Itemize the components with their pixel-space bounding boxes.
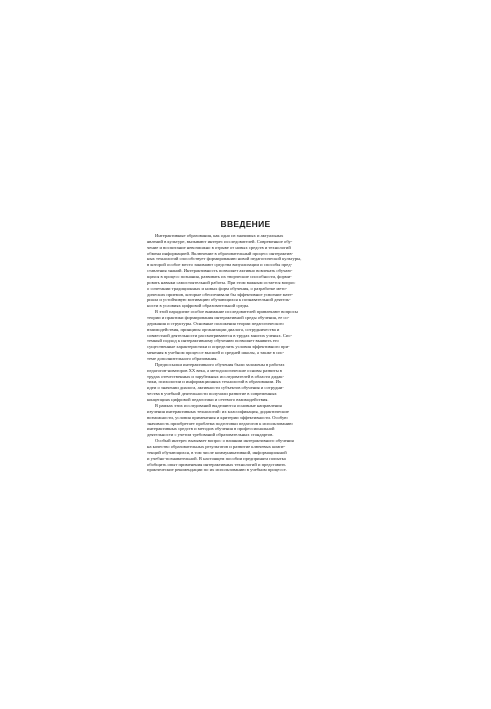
text-line: ности в условиях цифровой образовательной среды. <box>147 303 250 309</box>
text-line: риала и устойчивую мотивацию обучающихся к познавательной деятель- <box>147 297 291 303</box>
text-line: в которой особое место занимают средства визуализации и способы пред- <box>147 262 293 268</box>
text-line: изучения интерактивных технологий: их классификация, дидактические <box>147 408 289 414</box>
paragraph <box>147 309 341 362</box>
text-line: на качество образовательных результатов и развитие ключевых компе- <box>147 443 286 449</box>
text-line: тенций обучающихся, в том числе коммуникативной, информационной <box>147 449 287 455</box>
text-line: дических приемов, которые обеспечивали бы эффективное усвоение мате- <box>147 291 294 297</box>
text-line: чение и воспитание невозможно в отрыве от новых средств и технологий <box>147 244 291 250</box>
text-line: темный подход к интерактивному обучению позволяет выявить его <box>147 338 279 344</box>
text-line: Интерактивные образования, как одно из значимых и актуальных <box>155 233 284 238</box>
text-line: практические рекомендации по их использованию в учебном процессе. <box>147 467 287 473</box>
text-line: Предпосылки интерактивного обучения были заложены в работах <box>155 361 285 367</box>
paragraph <box>147 233 341 309</box>
paragraph <box>147 362 341 403</box>
paragraph <box>147 403 341 438</box>
text-line: совместной деятельности рассматриваются в трудах многих ученых. Сис- <box>147 332 293 338</box>
text-line: явлений в культуре, вызывают интерес исследователей. Современное обу- <box>147 238 293 244</box>
text-line: менения в учебном процессе высшей и средней школы, а также в сис- <box>147 350 285 356</box>
text-line: и учебно-познавательной. В настоящем пособии предпринята попытка <box>147 455 286 461</box>
text-line: деятельности с учетом требований образовательных стандартов. <box>147 432 274 438</box>
text-line: значимость приобретает проблема подготовки педагогов к использованию <box>147 420 293 426</box>
paragraph <box>147 438 341 473</box>
text-line: В рамках этих исследований выделяются основные направления <box>155 402 282 408</box>
text-line: держания и структуры. Основные положения теории педагогического <box>147 320 284 326</box>
text-line: обобщить опыт применения интерактивных технологий и представить <box>147 461 286 467</box>
text-line: ных технологий способствует формированию новой педагогической культуры, <box>147 256 302 262</box>
text-line: трудах отечественных и зарубежных исследователей в области дидак- <box>147 373 285 379</box>
body-text <box>147 233 341 473</box>
text-line: Особый интерес вызывает вопрос о влиянии интерактивного обучения <box>155 438 294 444</box>
text-line: педагогов-новаторов XX века, а методологические основы развиты в <box>147 367 282 373</box>
text-line: тики, психологии и информационных технологий в образовании. Их <box>147 379 282 385</box>
text-line: концепциях цифровой педагогики и сетевого взаимодействия. <box>147 397 269 403</box>
text-line: теме дополнительного образования. <box>147 356 218 362</box>
text-line: ровать навыки самостоятельной работы. При этом важным остается вопрос <box>147 279 296 285</box>
text-line: о сочетании традиционных и новых форм обучения, о разработке мето- <box>147 285 288 291</box>
text-line: ставления знаний. Интерактивность позволяет активно вовлекать обучаю- <box>147 268 293 274</box>
page-heading: ВВЕДЕНИЕ <box>220 219 271 229</box>
text-line: взаимодействия, принципы организации диалога, сотрудничества и <box>147 326 280 332</box>
text-line: щихся в процесс познания, развивать их творческие способности, форми- <box>147 274 292 280</box>
text-line: обмена информацией. Включение в образовательный процесс интерактив- <box>147 250 294 256</box>
text-line: интерактивных средств и методов обучения в профессиональной <box>147 426 275 432</box>
text-line: чества в учебной деятельности получили развитие в современных <box>147 391 277 397</box>
text-line: идеи о значении диалога, активности субъектов обучения и сотрудни- <box>147 385 284 391</box>
text-line: существенные характеристики и определить условия эффективного при- <box>147 344 290 350</box>
text-line: В этой парадигме особое внимание исследователей привлекают вопросы <box>155 309 298 315</box>
text-line: теории и практики формирования интерактивной среды обучения, ее со- <box>147 315 290 321</box>
text-line: возможности, условия применения и критерии эффективности. Особую <box>147 414 288 420</box>
